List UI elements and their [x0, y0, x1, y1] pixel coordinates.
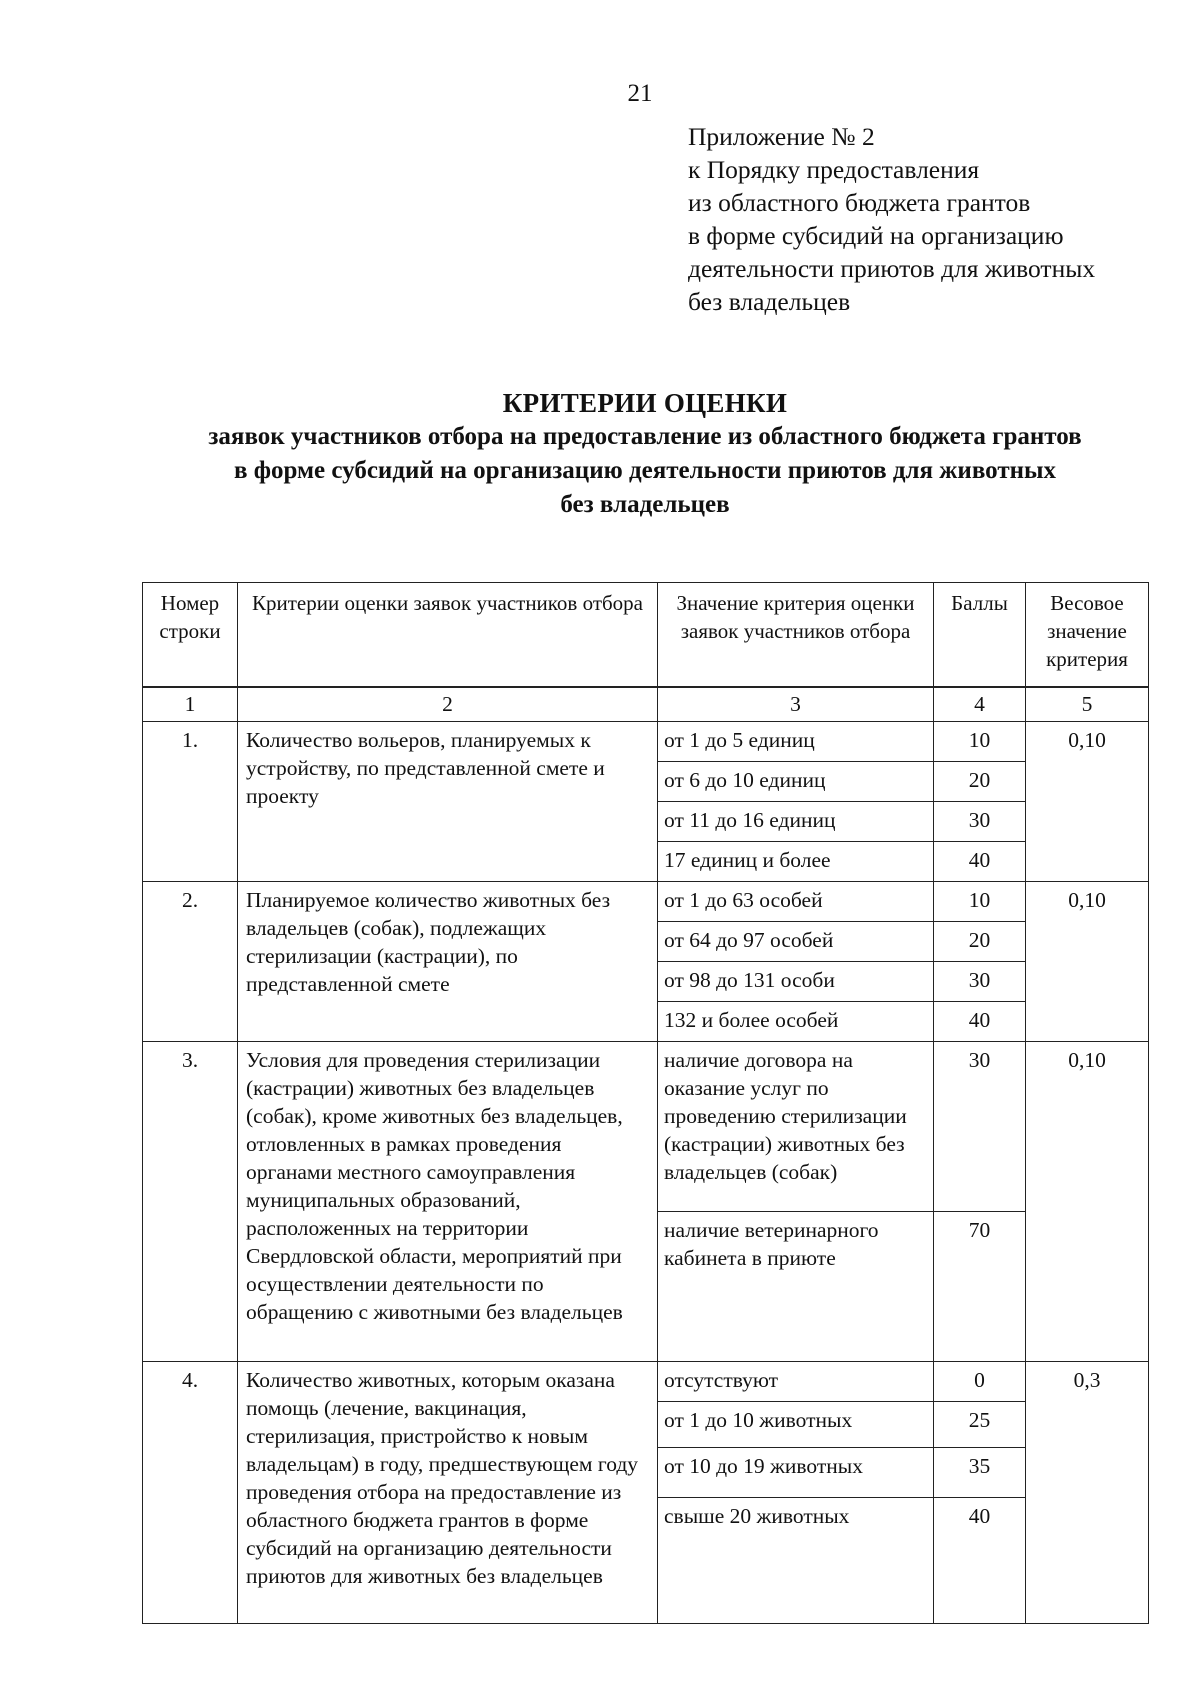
criterion-points: 20 [934, 762, 1026, 802]
criterion-value: свыше 20 животных [658, 1498, 934, 1624]
criterion-weight: 0,10 [1026, 722, 1149, 882]
criterion-points: 40 [934, 1002, 1026, 1042]
header-points: Баллы [934, 583, 1026, 688]
criterion-weight: 0,10 [1026, 1042, 1149, 1362]
criteria-table [142, 686, 1149, 1624]
criterion-value: от 11 до 16 единиц [658, 802, 934, 842]
appendix-line: без владельцев [688, 287, 851, 316]
header-value: Значение критерия оценки заявок участников отбора [658, 583, 934, 688]
criterion-value: от 1 до 10 животных [658, 1402, 934, 1448]
appendix-line: в форме субсидий на организацию [688, 221, 1064, 250]
column-number: 4 [934, 687, 1026, 722]
criterion-value: от 10 до 19 животных [658, 1448, 934, 1498]
criterion-value: наличие ветеринарного кабинета в приюте [658, 1212, 934, 1362]
criterion-value: 17 единиц и более [658, 842, 934, 882]
column-number: 1 [143, 687, 238, 722]
title-sub-line: заявок участников отбора на предоставление из областного бюджета грантов [208, 423, 1082, 450]
criterion-value: наличие договора на оказание услуг по проведению стерилизации (кастрации) животных без владельцев (собак) [658, 1042, 934, 1212]
criterion-points: 35 [934, 1448, 1026, 1498]
criterion-points: 10 [934, 722, 1026, 762]
title-main: КРИТЕРИИ ОЦЕНКИ [502, 388, 788, 418]
column-number: 3 [658, 687, 934, 722]
column-number-row [143, 687, 1149, 722]
row-number: 4. [143, 1362, 238, 1624]
criterion-value: 132 и более особей [658, 1002, 934, 1042]
header-weight: Весовое значение критерия [1026, 583, 1149, 688]
criterion-value: от 1 до 5 единиц [658, 722, 934, 762]
criterion-value: от 1 до 63 особей [658, 882, 934, 922]
row-number: 1. [143, 722, 238, 882]
header-number: Номер строки [143, 583, 238, 688]
criterion-value: отсутствуют [658, 1362, 934, 1402]
row-number: 3. [143, 1042, 238, 1362]
page-number: 21 [627, 80, 653, 107]
row-number: 2. [143, 882, 238, 1042]
column-number: 2 [238, 687, 658, 722]
criteria-table-header [142, 582, 1149, 688]
criterion-weight: 0,10 [1026, 882, 1149, 1042]
appendix-line: из областного бюджета грантов [688, 188, 1031, 217]
criterion-points: 40 [934, 1498, 1026, 1624]
criterion-points: 25 [934, 1402, 1026, 1448]
row-criterion: Планируемое количество животных без владельцев (собак), подлежащих стерилизации (кастрации), по представленной смете [238, 882, 658, 1042]
criterion-points: 30 [934, 962, 1026, 1002]
table-row [143, 882, 1149, 922]
table-row [143, 1362, 1149, 1402]
criterion-weight: 0,3 [1026, 1362, 1149, 1624]
appendix-line: Приложение № 2 [688, 122, 875, 151]
criterion-points: 70 [934, 1212, 1026, 1362]
criterion-points: 30 [934, 802, 1026, 842]
appendix-line: деятельности приютов для животных [688, 254, 1096, 283]
title-sub-line: в форме субсидий на организацию деятельности приютов для животных [233, 457, 1057, 484]
criterion-points: 40 [934, 842, 1026, 882]
criterion-points: 30 [934, 1042, 1026, 1212]
criterion-value: от 98 до 131 особи [658, 962, 934, 1002]
appendix-note [688, 120, 1168, 318]
document-title [100, 386, 1190, 522]
table-row [143, 1042, 1149, 1212]
criterion-points: 20 [934, 922, 1026, 962]
criterion-points: 10 [934, 882, 1026, 922]
title-sub-line: без владельцев [560, 491, 730, 518]
criterion-value: от 64 до 97 особей [658, 922, 934, 962]
row-criterion: Количество вольеров, планируемых к устройству, по представленной смете и проекту [238, 722, 658, 882]
row-criterion: Условия для проведения стерилизации (кастрации) животных без владельцев (собак), кроме животных без владельцев, отловленных в рамках проведения органами местного самоуправления муниципальных образований, расположенных на территории Свердловской области, мероприятий при осуществлении деятельности по обращению с животными без владельцев [238, 1042, 658, 1362]
header-criterion: Критерии оценки заявок участников отбора [238, 583, 658, 688]
row-criterion: Количество животных, которым оказана помощь (лечение, вакцинация, стерилизация, пристройство к новым владельцам) в году, предшествующем году проведения отбора на предоставление из областного бюджета грантов в форме субсидий на организацию деятельности приютов для животных без владельцев [238, 1362, 658, 1624]
criterion-points: 0 [934, 1362, 1026, 1402]
table-row [143, 722, 1149, 762]
column-number: 5 [1026, 687, 1149, 722]
criterion-value: от 6 до 10 единиц [658, 762, 934, 802]
appendix-line: к Порядку предоставления [688, 155, 980, 184]
